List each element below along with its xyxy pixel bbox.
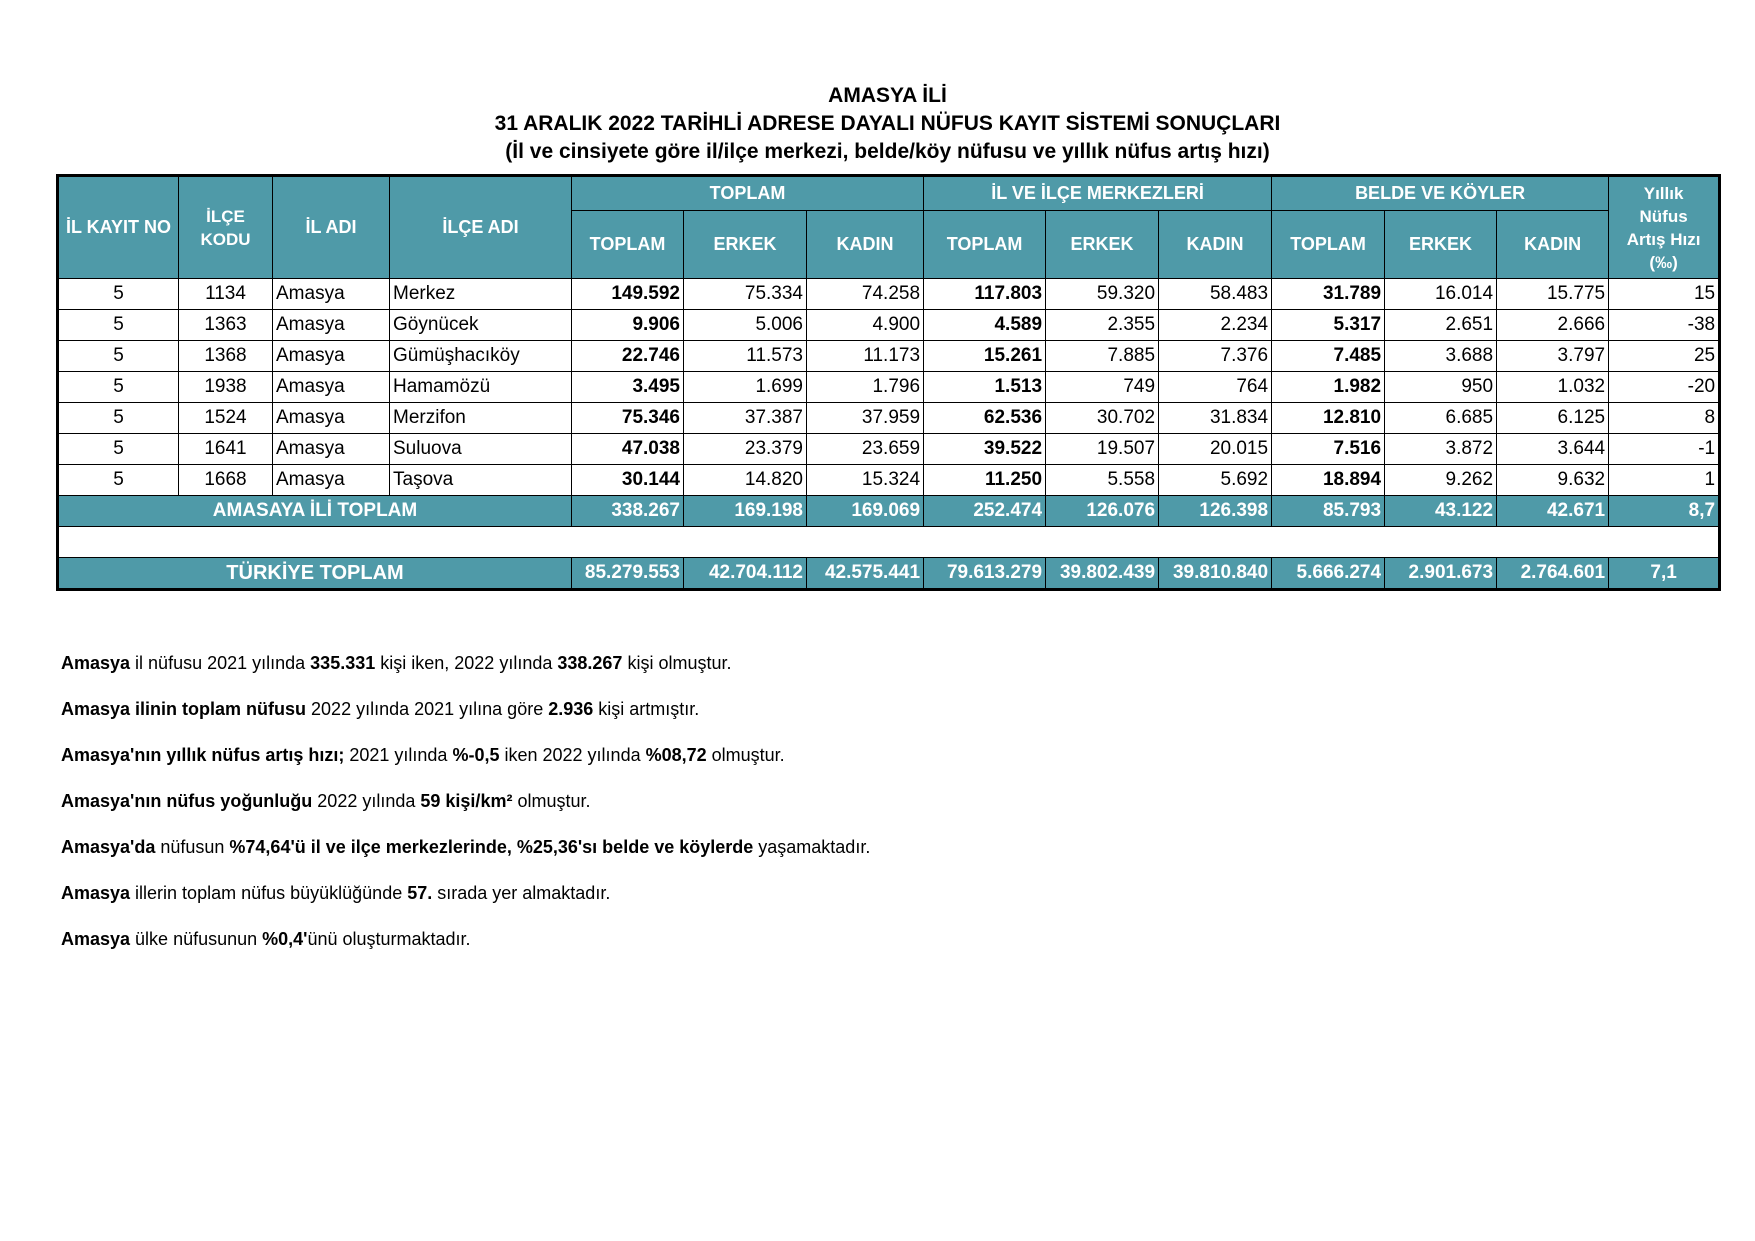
note-segment: ünü oluşturmaktadır.	[307, 929, 471, 949]
table-cell: 2.355	[1046, 310, 1159, 341]
document-title	[0, 82, 1755, 166]
header-group-belde: BELDE VE KÖYLER	[1272, 176, 1609, 211]
table-cell: Merzifon	[390, 403, 572, 434]
table-row	[58, 434, 1720, 465]
table-cell: Amasya	[273, 341, 390, 372]
table-cell: 5	[58, 341, 179, 372]
turkiye-toplam-cell: 7,1	[1609, 558, 1720, 590]
table-cell: 5.692	[1159, 465, 1272, 496]
turkiye-toplam-label: TÜRKİYE TOPLAM	[58, 558, 572, 590]
table-cell: 117.803	[924, 279, 1046, 310]
table-cell: 1.982	[1272, 372, 1385, 403]
note-line	[61, 652, 870, 675]
header-ilce-adi: İLÇE ADI	[390, 176, 572, 279]
population-table	[56, 174, 1721, 591]
note-segment: il nüfusu 2021 yılında	[130, 653, 311, 673]
table-cell: 3.495	[572, 372, 684, 403]
table-cell: 22.746	[572, 341, 684, 372]
table-cell: 2.666	[1497, 310, 1609, 341]
table-cell: 37.959	[807, 403, 924, 434]
il-toplam-cell: 126.398	[1159, 496, 1272, 527]
note-segment: 59 kişi/km²	[420, 791, 513, 811]
il-toplam-cell: 43.122	[1385, 496, 1497, 527]
header-kadin: KADIN	[1497, 211, 1609, 279]
header-kadin: KADIN	[807, 211, 924, 279]
table-cell: 2.234	[1159, 310, 1272, 341]
turkiye-toplam-cell: 42.575.441	[807, 558, 924, 590]
note-segment: 338.267	[557, 653, 623, 673]
table-row	[58, 465, 1720, 496]
table-cell: 5.317	[1272, 310, 1385, 341]
note-segment: 2022 yılında 2021 yılına göre	[306, 699, 549, 719]
table-cell: 25	[1609, 341, 1720, 372]
note-segment: iken 2022 yılında	[499, 745, 646, 765]
turkiye-toplam-cell: 39.810.840	[1159, 558, 1272, 590]
title-line-2: 31 ARALIK 2022 TARİHLİ ADRESE DAYALI NÜFUS KAYIT SİSTEMİ SONUÇLARI	[494, 112, 1281, 135]
note-line	[61, 836, 870, 859]
table-cell: 14.820	[684, 465, 807, 496]
note-segment: %08,72	[645, 745, 707, 765]
note-segment: kişi artmıştır.	[593, 699, 700, 719]
note-segment: olmuştur.	[706, 745, 785, 765]
table-row	[58, 341, 1720, 372]
table-cell: 9.906	[572, 310, 684, 341]
table-cell: 749	[1046, 372, 1159, 403]
table-cell: 5	[58, 434, 179, 465]
table-cell: 11.250	[924, 465, 1046, 496]
table-cell: 6.685	[1385, 403, 1497, 434]
note-segment: 2.936	[548, 699, 594, 719]
table-cell: 5	[58, 279, 179, 310]
table-cell: 75.334	[684, 279, 807, 310]
il-toplam-row	[58, 496, 1720, 527]
note-segment: nüfusun	[155, 837, 230, 857]
note-line	[61, 698, 870, 721]
table-row	[58, 310, 1720, 341]
note-line	[61, 882, 870, 905]
table-cell: 1.796	[807, 372, 924, 403]
table-cell: 149.592	[572, 279, 684, 310]
table-cell: 1.513	[924, 372, 1046, 403]
table-cell: 39.522	[924, 434, 1046, 465]
note-segment: sırada yer almaktadır.	[432, 883, 611, 903]
note-segment: olmuştur.	[512, 791, 591, 811]
note-segment: 2021 yılında	[344, 745, 453, 765]
table-cell: 3.872	[1385, 434, 1497, 465]
table-cell: 18.894	[1272, 465, 1385, 496]
table-cell: 4.589	[924, 310, 1046, 341]
table-cell: 1	[1609, 465, 1720, 496]
il-toplam-label: AMASAYA İLİ TOPLAM	[58, 496, 572, 527]
table-cell: 16.014	[1385, 279, 1497, 310]
table-cell: 1134	[179, 279, 273, 310]
header-erkek: ERKEK	[684, 211, 807, 279]
table-cell: 15.775	[1497, 279, 1609, 310]
table-cell: 47.038	[572, 434, 684, 465]
il-toplam-cell: 42.671	[1497, 496, 1609, 527]
note-segment: Amasya	[61, 929, 131, 949]
header-erkek: ERKEK	[1385, 211, 1497, 279]
table-cell: 31.789	[1272, 279, 1385, 310]
table-cell: 58.483	[1159, 279, 1272, 310]
table-cell: -38	[1609, 310, 1720, 341]
turkiye-toplam-cell: 5.666.274	[1272, 558, 1385, 590]
note-segment: %0,4'	[262, 929, 308, 949]
table-header	[58, 176, 1720, 279]
table-cell: Suluova	[390, 434, 572, 465]
il-toplam-cell: 338.267	[572, 496, 684, 527]
note-line	[61, 744, 870, 767]
table-cell: 59.320	[1046, 279, 1159, 310]
table-cell: 8	[1609, 403, 1720, 434]
table-cell: 1.699	[684, 372, 807, 403]
table-cell: 15.324	[807, 465, 924, 496]
header-il-adi: İL ADI	[273, 176, 390, 279]
table-cell: 5	[58, 465, 179, 496]
table-cell: -1	[1609, 434, 1720, 465]
header-group-merkez: İL VE İLÇE MERKEZLERİ	[924, 176, 1272, 211]
table-cell: 30.144	[572, 465, 684, 496]
turkiye-toplam-cell: 2.901.673	[1385, 558, 1497, 590]
turkiye-toplam-cell: 2.764.601	[1497, 558, 1609, 590]
turkiye-toplam-cell: 39.802.439	[1046, 558, 1159, 590]
table-cell: 7.485	[1272, 341, 1385, 372]
table-cell: Taşova	[390, 465, 572, 496]
note-segment: Amasya	[61, 653, 131, 673]
table-cell: 1363	[179, 310, 273, 341]
header-erkek: ERKEK	[1046, 211, 1159, 279]
table-cell: 74.258	[807, 279, 924, 310]
table-cell: 75.346	[572, 403, 684, 434]
note-segment: 335.331	[310, 653, 376, 673]
table-cell: 12.810	[1272, 403, 1385, 434]
table-cell: 19.507	[1046, 434, 1159, 465]
table-cell: Hamamözü	[390, 372, 572, 403]
table-cell: 3.797	[1497, 341, 1609, 372]
header-ilce-kodu: İLÇE KODU	[179, 176, 273, 279]
table-cell: 1524	[179, 403, 273, 434]
table-body	[58, 279, 1720, 590]
il-toplam-cell: 169.198	[684, 496, 807, 527]
table-cell: Amasya	[273, 465, 390, 496]
table-cell: Göynücek	[390, 310, 572, 341]
table-cell: 15	[1609, 279, 1720, 310]
note-segment: ülke nüfusunun	[130, 929, 263, 949]
note-line	[61, 790, 870, 813]
table-cell: 31.834	[1159, 403, 1272, 434]
table-cell: 5.558	[1046, 465, 1159, 496]
note-segment: 2022 yılında	[312, 791, 421, 811]
table-cell: 62.536	[924, 403, 1046, 434]
header-toplam: TOPLAM	[1272, 211, 1385, 279]
note-segment: Amasya	[61, 883, 131, 903]
table-cell: 3.644	[1497, 434, 1609, 465]
table-row	[58, 403, 1720, 434]
table-cell: Amasya	[273, 279, 390, 310]
table-cell: 1668	[179, 465, 273, 496]
table-cell: 764	[1159, 372, 1272, 403]
il-toplam-cell: 85.793	[1272, 496, 1385, 527]
header-artis-hizi: Yıllık Nüfus Artış Hızı (‰)	[1609, 176, 1720, 279]
header-group-toplam: TOPLAM	[572, 176, 924, 211]
il-toplam-cell: 126.076	[1046, 496, 1159, 527]
table-cell: 9.632	[1497, 465, 1609, 496]
il-toplam-cell: 8,7	[1609, 496, 1720, 527]
note-segment: kişi olmuştur.	[622, 653, 732, 673]
table-cell: Amasya	[273, 372, 390, 403]
table-cell: Amasya	[273, 434, 390, 465]
table-cell: 5.006	[684, 310, 807, 341]
turkiye-toplam-cell: 79.613.279	[924, 558, 1046, 590]
table-cell: 5	[58, 372, 179, 403]
table-cell: 37.387	[684, 403, 807, 434]
table-cell: 5	[58, 310, 179, 341]
turkiye-toplam-cell: 85.279.553	[572, 558, 684, 590]
table-cell: 1641	[179, 434, 273, 465]
note-segment: %-0,5	[452, 745, 500, 765]
table-cell: 950	[1385, 372, 1497, 403]
table-cell: 1938	[179, 372, 273, 403]
table-cell: 1.032	[1497, 372, 1609, 403]
table-row	[58, 279, 1720, 310]
summary-notes	[61, 652, 870, 974]
turkiye-toplam-row	[58, 558, 1720, 590]
table-cell: Amasya	[273, 310, 390, 341]
table-cell: 20.015	[1159, 434, 1272, 465]
table-cell: 7.516	[1272, 434, 1385, 465]
note-segment: %74,64'ü il ve ilçe merkezlerinde, %25,36'sı belde ve köylerde	[229, 837, 754, 857]
header-kadin: KADIN	[1159, 211, 1272, 279]
note-segment: Amasya'nın yıllık nüfus artış hızı;	[61, 745, 345, 765]
spacer-cell	[58, 527, 1720, 558]
table-cell: 6.125	[1497, 403, 1609, 434]
table-cell: 5	[58, 403, 179, 434]
table-cell: 9.262	[1385, 465, 1497, 496]
title-line-1: AMASYA İLİ	[828, 84, 947, 107]
table-cell: Amasya	[273, 403, 390, 434]
note-segment: yaşamaktadır.	[753, 837, 871, 857]
note-segment: 57.	[407, 883, 433, 903]
note-segment: kişi iken, 2022 yılında	[375, 653, 558, 673]
note-segment: Amasya'da	[61, 837, 156, 857]
table-cell: 7.885	[1046, 341, 1159, 372]
il-toplam-cell: 169.069	[807, 496, 924, 527]
note-line	[61, 928, 870, 951]
table-cell: 23.659	[807, 434, 924, 465]
header-toplam: TOPLAM	[572, 211, 684, 279]
table-cell: -20	[1609, 372, 1720, 403]
table-cell: 2.651	[1385, 310, 1497, 341]
table-cell: Gümüşhacıköy	[390, 341, 572, 372]
header-il-kayit-no: İL KAYIT NO	[58, 176, 179, 279]
title-line-3: (İl ve cinsiyete göre il/ilçe merkezi, belde/köy nüfusu ve yıllık nüfus artış hızı)	[505, 140, 1270, 163]
table-cell: 11.173	[807, 341, 924, 372]
table-cell: 15.261	[924, 341, 1046, 372]
table-cell: Merkez	[390, 279, 572, 310]
table-cell: 4.900	[807, 310, 924, 341]
table-cell: 23.379	[684, 434, 807, 465]
note-segment: Amasya ilinin toplam nüfusu	[61, 699, 307, 719]
table-cell: 11.573	[684, 341, 807, 372]
note-segment: Amasya'nın nüfus yoğunluğu	[61, 791, 313, 811]
spacer-row	[58, 527, 1720, 558]
table-cell: 3.688	[1385, 341, 1497, 372]
table-cell: 7.376	[1159, 341, 1272, 372]
table-cell: 1368	[179, 341, 273, 372]
table-row	[58, 372, 1720, 403]
table-cell: 30.702	[1046, 403, 1159, 434]
turkiye-toplam-cell: 42.704.112	[684, 558, 807, 590]
header-toplam: TOPLAM	[924, 211, 1046, 279]
note-segment: illerin toplam nüfus büyüklüğünde	[130, 883, 408, 903]
il-toplam-cell: 252.474	[924, 496, 1046, 527]
